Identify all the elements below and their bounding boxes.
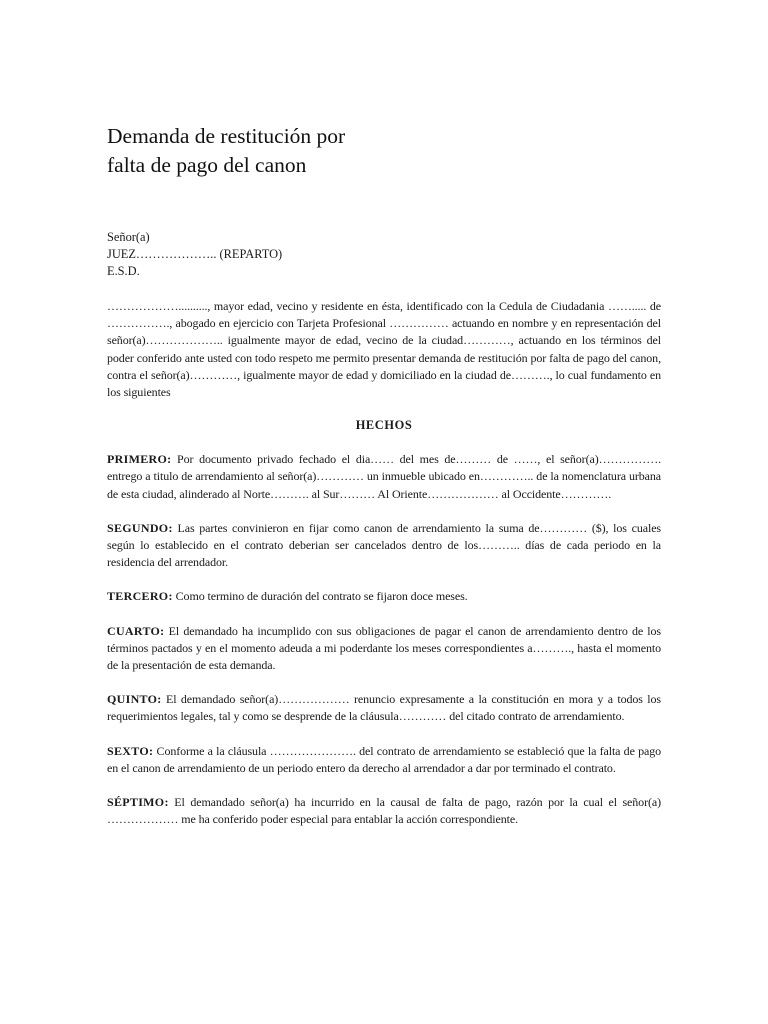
fact-sexto xyxy=(107,743,661,777)
addressee-line-1: Señor(a) xyxy=(107,230,150,244)
addressee-line-3: E.S.D. xyxy=(107,264,140,278)
fact-cuarto xyxy=(107,623,661,675)
fact-quinto xyxy=(107,691,661,725)
fact-label: TERCERO: xyxy=(107,589,173,604)
fact-tercero xyxy=(107,588,661,605)
fact-label: QUINTO: xyxy=(107,692,162,707)
fact-text: El demandado señor(a) ha incurrido en la causal de falta de pago, razón por la cual el señor(a) ……………… me ha conferido poder especial para entablar la acción correspondiente. xyxy=(107,795,661,827)
document-page xyxy=(107,122,661,828)
fact-primero xyxy=(107,451,661,503)
fact-label: SEXTO: xyxy=(107,743,154,758)
fact-text: Las partes convinieron en fijar como canon de arrendamiento la suma de………… ($), los cuales según lo establecido en el contrato deberian ser cancelados dentro de los……….. días de cada periodo en la residencia del arrendador. xyxy=(107,520,661,570)
section-heading-hechos: HECHOS xyxy=(355,418,413,433)
fact-text: Como termino de duración del contrato se fijaron doce meses. xyxy=(172,589,468,604)
fact-label: SÉPTIMO: xyxy=(107,795,169,810)
intro-paragraph: ……………….........., mayor edad, vecino y residente en ésta, identificado con la Cedula de Ciudadania ……..... de ……………., abogado en ejercicio con Tarjeta Profesional …………… actuando en nombre y en representación del señor(a)……………….. igualmente mayor de edad, vecino de la ciudad…………, actuando en los términos del poder conferido ante usted con todo respeto me permito presentar demanda de restitución por falta de pago del canon, contra el señor(a)…………, igualmente mayor de edad y domiciliado en la ciudad de………., lo cual fundamento en los siguientes xyxy=(107,299,661,400)
fact-label: PRIMERO: xyxy=(107,452,172,467)
title-line-2: falta de pago del canon xyxy=(107,153,307,177)
fact-label: CUARTO: xyxy=(107,623,165,638)
fact-text: Conforme a la cláusula …………………. del contrato de arrendamiento se estableció que la falta de pago en el canon de arrendamiento de un periodo entero da derecho al arrendador a dar por terminado el contrato. xyxy=(107,743,661,775)
document-title xyxy=(107,122,661,180)
addressee-line-2: JUEZ……………….. (REPARTO) xyxy=(107,247,283,261)
fact-label: SEGUNDO: xyxy=(107,520,173,535)
fact-septimo xyxy=(107,794,661,828)
title-line-1: Demanda de restitución por xyxy=(107,124,346,148)
addressee-block xyxy=(107,229,661,280)
fact-text: Por documento privado fechado el dia…… del mes de……… de ……, el señor(a)……………. entrego a titulo de arrendamiento al señor(a)………… un inmueble ubicado en………….. de la nomenclatura urbana de esta ciudad, alinderado al Norte………. al Sur……… Al Oriente……………… al Occidente…………. xyxy=(107,452,661,501)
fact-text: El demandado señor(a)……………… renuncio expresamente a la constitución en mora y a todos los requerimientos legales, tal y como se desprende de la cláusula………… del citado contrato de arrendamiento. xyxy=(107,692,661,724)
fact-segundo xyxy=(107,520,661,572)
fact-text: El demandado ha incumplido con sus obligaciones de pagar el canon de arrendamiento dentro de los términos pactados y en el momento adeuda a mi poderdante los meses correspondientes a………., hasta el momento de la presentación de esta demanda. xyxy=(107,623,661,673)
